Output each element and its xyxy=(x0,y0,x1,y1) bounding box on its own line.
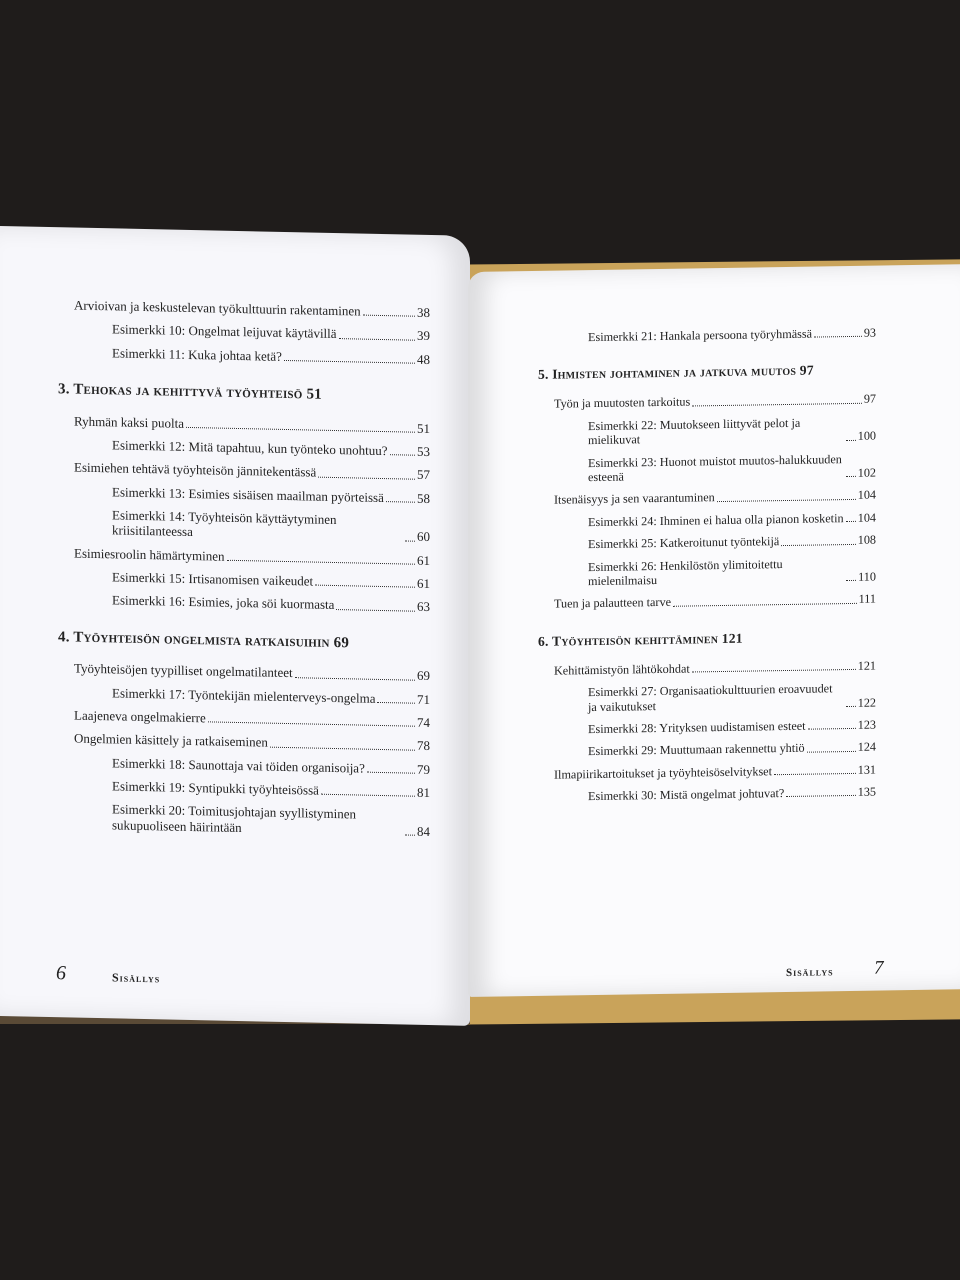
toc-entry xyxy=(58,321,430,344)
toc-entry-page: 39 xyxy=(417,328,430,344)
toc-entry-title: Esimerkki 26: Henkilöstön ylimitoitettu mielenilmaisu xyxy=(588,556,783,589)
toc-entry-title: Ryhmän kaksi puolta xyxy=(74,413,184,431)
toc-entry-page: 110 xyxy=(858,569,876,584)
toc-entry xyxy=(554,555,876,589)
dot-leader xyxy=(846,521,856,522)
chapter-heading: 6. Työyhteisön kehittäminen 121 xyxy=(538,630,743,649)
toc-entry-page: 97 xyxy=(863,392,876,407)
toc-entry-page: 57 xyxy=(417,467,430,483)
toc-entry-page: 108 xyxy=(857,532,876,548)
toc-entry xyxy=(58,731,430,754)
toc-entry-title: Esimerkki 16: Esimies, joka söi kuormasta xyxy=(112,592,335,613)
chapter-heading: 5. Ihmisten johtaminen ja jatkuva muutos 97 xyxy=(538,362,814,383)
dot-leader xyxy=(717,499,856,502)
toc-entry-title: Esimerkki 12: Mitä tapahtuu, kun työnteko unohtuu? xyxy=(112,437,388,459)
toc-entry-title: Esimerkki 20: Toimitusjohtajan syyllistyminen sukupuoliseen häirintään xyxy=(112,801,357,835)
toc-entry-title: Esimerkki 25: Katkeroitunut työntekijä xyxy=(588,534,780,552)
dot-leader xyxy=(377,702,415,704)
dot-leader xyxy=(339,338,415,341)
dot-leader xyxy=(367,772,415,774)
toc-entry xyxy=(58,707,430,730)
dot-leader xyxy=(846,706,856,707)
toc-entry-title: Esimerkki 27: Organisaatiokulttuurien eroavuudet ja vaikutukset xyxy=(588,681,833,714)
toc-entry-title: Esimerkki 29: Muuttumaan rakennettu yhtiö xyxy=(588,741,805,759)
page-number: 6 xyxy=(56,962,66,985)
toc-entry-page: 81 xyxy=(417,784,430,800)
left-page xyxy=(0,226,470,1026)
dot-leader xyxy=(270,746,415,750)
chapter-heading: 4. Työyhteisön ongelmista ratkaisuihin 69 xyxy=(58,628,350,651)
dot-leader xyxy=(284,360,415,364)
toc-entry xyxy=(554,592,876,611)
toc-entry xyxy=(58,777,430,800)
toc-group xyxy=(58,661,430,839)
toc-group xyxy=(554,392,876,611)
toc-entry-title: Esimiehen tehtävä työyhteisön jännitekentässä xyxy=(74,459,317,480)
toc-entry xyxy=(58,436,430,459)
toc-entry xyxy=(58,344,430,367)
toc-entry-title: Esimerkki 22: Muutokseen liittyvät pelot ja mielikuvat xyxy=(588,415,801,448)
toc-entry-title: Esimerkki 19: Syntipukki työyhteisössä xyxy=(112,778,319,798)
page-number: 7 xyxy=(874,957,884,979)
toc-entry-page: 104 xyxy=(857,510,876,525)
toc-entry xyxy=(554,326,876,345)
toc-entry xyxy=(58,661,430,684)
dot-leader xyxy=(405,540,415,541)
toc-entry-page: 60 xyxy=(417,529,430,545)
toc-entry-title: Esimerkki 15: Irtisanomisen vaikeudet xyxy=(112,569,314,589)
toc-group xyxy=(554,658,876,804)
toc-entry-page: 38 xyxy=(417,304,430,321)
dot-leader xyxy=(846,580,856,581)
toc-entry-page: 102 xyxy=(857,465,876,480)
toc-entry-page: 63 xyxy=(417,599,430,615)
toc-entry-page: 100 xyxy=(857,428,876,444)
right-page xyxy=(468,264,960,997)
toc-entry-page: 58 xyxy=(417,490,430,506)
dot-leader xyxy=(807,751,856,753)
toc-entry-page: 124 xyxy=(857,739,876,755)
toc-entry xyxy=(58,483,430,506)
toc-entry-page: 135 xyxy=(857,784,876,799)
toc-entry xyxy=(554,762,876,781)
toc-entry xyxy=(554,718,876,737)
toc-entry-title: Esimerkki 14: Työyhteisön käyttäytyminen kriisitilanteessa xyxy=(112,507,337,540)
dot-leader xyxy=(363,315,415,317)
toc-entry-page: 69 xyxy=(417,668,430,684)
toc-entry-title: Laajeneva ongelmakierre xyxy=(74,707,206,726)
toc-entry-title: Ongelmien käsittely ja ratkaiseminen xyxy=(74,730,268,750)
toc-entry xyxy=(554,414,876,448)
toc-entry-page: 53 xyxy=(417,443,430,460)
dot-leader xyxy=(781,543,855,545)
dot-leader xyxy=(405,834,415,835)
running-head: Sisällys xyxy=(112,970,161,986)
dot-leader xyxy=(315,585,415,588)
dot-leader xyxy=(321,794,415,797)
toc-entry xyxy=(554,451,876,485)
dot-leader xyxy=(208,722,415,727)
toc-entry xyxy=(554,658,876,677)
dot-leader xyxy=(295,677,415,681)
toc-entry-page: 71 xyxy=(417,691,430,707)
dot-leader xyxy=(846,440,856,441)
right-toc xyxy=(538,325,876,813)
toc-entry-title: Tuen ja palautteen tarve xyxy=(554,595,671,611)
toc-entry-title: Itsenäisyys ja sen vaarantuminen xyxy=(554,490,715,508)
toc-entry xyxy=(554,740,876,759)
toc-entry xyxy=(58,460,430,483)
toc-entry-title: Arvioivan ja keskustelevan työkulttuurin rakentaminen xyxy=(74,297,361,319)
toc-entry-title: Ilmapiirikartoitukset ja työyhteisöselvitykset xyxy=(554,763,772,782)
toc-group xyxy=(58,413,430,615)
dot-leader xyxy=(774,773,856,775)
toc-entry xyxy=(554,533,876,552)
toc-entry-page: 121 xyxy=(857,658,876,673)
toc-entry-page: 122 xyxy=(857,695,876,710)
toc-entry-title: Esimerkki 23: Huonot muistot muutos-halukkuuden esteenä xyxy=(588,451,842,485)
toc-entry-title: Esimerkki 18: Saunottaja vai töiden organisoija? xyxy=(112,754,365,776)
dot-leader xyxy=(692,669,856,673)
toc-entry-title: Esimerkki 10: Ongelmat leijuvat käytävillä xyxy=(112,321,337,342)
toc-entry xyxy=(58,568,430,591)
toc-entry-page: 74 xyxy=(417,714,430,730)
toc-entry-page: 104 xyxy=(857,487,876,503)
dot-leader xyxy=(786,795,855,797)
toc-entry-page: 51 xyxy=(417,420,430,436)
toc-entry-page: 78 xyxy=(417,738,430,754)
toc-entry-page: 84 xyxy=(417,823,430,839)
dot-leader xyxy=(814,336,862,338)
toc-entry xyxy=(554,488,876,507)
toc-entry xyxy=(554,510,876,529)
toc-entry-title: Työyhteisöjen tyypilliset ongelmatilanteet xyxy=(74,660,293,681)
toc-entry-title: Esimerkki 24: Ihminen ei halua olla pianon kosketin xyxy=(588,510,844,529)
toc-entry xyxy=(554,785,876,804)
toc-entry-title: Esimerkki 17: Työntekijän mielenterveys-ongelma xyxy=(112,684,376,706)
dot-leader xyxy=(673,603,857,607)
dot-leader xyxy=(386,501,415,503)
dot-leader xyxy=(336,609,415,612)
toc-entry xyxy=(554,681,876,715)
left-toc xyxy=(58,297,430,847)
toc-entry-page: 61 xyxy=(417,575,430,591)
toc-entry xyxy=(58,754,430,777)
toc-entry-title: Esimerkki 30: Mistä ongelmat johtuvat? xyxy=(588,786,785,804)
dot-leader xyxy=(808,728,856,730)
toc-entry xyxy=(554,392,876,411)
dot-leader xyxy=(227,560,415,565)
toc-entry xyxy=(58,545,430,568)
dot-leader xyxy=(846,476,856,477)
running-head: Sisällys xyxy=(786,966,834,980)
toc-entry-title: Kehittämistyön lähtökohdat xyxy=(554,661,690,678)
dot-leader xyxy=(390,454,416,456)
dot-leader xyxy=(692,403,862,407)
toc-entry-title: Työn ja muutosten tarkoitus xyxy=(554,394,691,412)
toc-entry-page: 93 xyxy=(863,325,876,340)
toc-entry-title: Esimerkki 28: Yrityksen uudistamisen esteet xyxy=(588,718,806,737)
toc-entry-page: 79 xyxy=(417,761,430,777)
toc-entry-page: 111 xyxy=(858,591,876,607)
toc-group xyxy=(554,326,876,345)
toc-entry xyxy=(58,684,430,707)
toc-entry-title: Esimiesroolin hämärtyminen xyxy=(74,545,225,564)
toc-entry xyxy=(58,592,430,615)
toc-group xyxy=(58,297,430,367)
toc-entry xyxy=(58,800,430,838)
toc-entry xyxy=(58,506,430,544)
toc-entry-page: 131 xyxy=(857,762,876,777)
dot-leader xyxy=(186,427,415,433)
toc-entry-title: Esimerkki 13: Esimies sisäisen maailman pyörteissä xyxy=(112,484,384,505)
toc-entry-title: Esimerkki 11: Kuka johtaa ketä? xyxy=(112,345,282,364)
toc-entry-page: 123 xyxy=(857,717,876,732)
toc-entry-page: 48 xyxy=(417,351,430,367)
toc-entry xyxy=(58,297,430,320)
toc-entry xyxy=(58,413,430,436)
chapter-heading: 3. Tehokas ja kehittyvä työyhteisö 51 xyxy=(58,381,322,403)
dot-leader xyxy=(318,476,415,479)
toc-entry-page: 61 xyxy=(417,552,430,568)
toc-entry-title: Esimerkki 21: Hankala persoona työryhmässä xyxy=(588,326,813,345)
